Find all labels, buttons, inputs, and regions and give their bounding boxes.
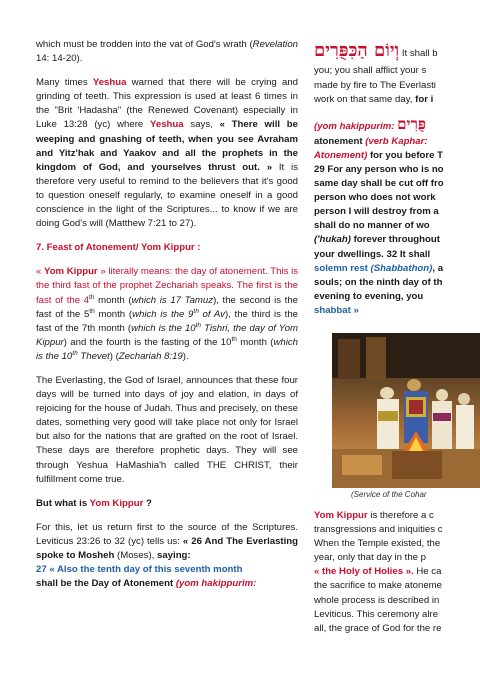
question-heading: But what is Yom Kippur ?: [36, 497, 152, 509]
right-line-14: your dwellings. 32 It shall: [314, 248, 431, 260]
yom-kippur-term: Yom Kippur: [314, 510, 368, 521]
right-line-18: shabbat »: [314, 304, 359, 316]
right-bottom-line-4: year, only that day in the p: [314, 552, 427, 564]
cohanim-service-illustration: [332, 333, 480, 488]
right-line-13: ('hukah) forever throughout: [314, 234, 440, 246]
right-bottom-line-3: When the Temple existed, the: [314, 538, 441, 550]
right-line-6: atonement (verb Kaphar:: [314, 135, 428, 147]
paragraph-wrath: which must be trodden into the vat of God's wrath (Revelation 14: 14-20).: [36, 39, 298, 65]
right-line-2: you; you shall afflict your s: [314, 65, 427, 77]
right-line-1: וְיוֹם הַכִּפֻּרִים It shall b: [314, 40, 438, 61]
right-bottom-line-7: whole process is described in: [314, 594, 440, 606]
hebrew-kippurim: פֻּרִים: [397, 114, 426, 133]
right-bottom-text: [314, 509, 480, 636]
right-line-3: made by fire to The Everlasti: [314, 79, 436, 91]
right-line-17: evening to evening, you: [314, 290, 424, 302]
hebrew-yom-hakippurim: וְיוֹם הַכִּפֻּרִים: [314, 40, 400, 61]
right-line-11: person I will destroy from a: [314, 206, 439, 218]
right-line-5: (yom hakippurim: פֻּרִים: [314, 114, 426, 133]
right-line-4: work on that same day, for i: [314, 93, 434, 105]
paragraph-leviticus: For this, let us return first to the source of the Scriptures. Leviticus 23:26 to 32 (yc) tells us: « 26 And The Everlasting spoke to Mosheh (Moses), saying: 27 « Also the tenth day of this seventh month shall be the Day of Atonement (yom hakippurim:: [36, 521, 298, 590]
right-bottom-line-5: « the Holy of Holies ». He ca: [314, 566, 442, 578]
right-line-7: Atonement) for you before T: [314, 149, 443, 161]
illustration-caption: (Service of the Cohar: [351, 490, 427, 499]
right-line-10: person who does not work: [314, 192, 436, 204]
right-bottom-line-8: Leviticus. This ceremony alre: [314, 608, 439, 620]
right-bottom-line-6: the sacrifice to make atoneme: [314, 580, 442, 592]
yom-kippur-term: Yom Kippur: [44, 266, 98, 278]
section-heading: 7. Feast of Atonement/ Yom Kippur :: [36, 242, 201, 254]
right-line-15: solemn rest (Shabbathon), a: [314, 262, 444, 274]
luke-quote: « There will be weeping and gnashing of teeth, when you see Avraham and Yitz'hak and Yaakov and all the prophets in the kingdom of God, and yourselves thrust out. »: [36, 119, 298, 173]
right-bottom-line-2: transgressions and iniquities c: [314, 524, 443, 536]
paragraph-four-fasts: « Yom Kippur » literally means: the day of atonement. This is the third fast of the prophet Zechariah speaks. The first is the fast of the 4th month (which is 17 Tamuz), the second is the fast of the 5th month (which is the 9th of Av), the third is the fast of the 7th month (which is the 10th Tishri, the day of Yom Kippur) and the fourth is the fasting of the 10th month (which is the 10th Thevet) (Zechariah 8:19).: [36, 266, 299, 362]
paragraph-prophetic-days: The Everlasting, the God of Israel, announces that these four days will be turned into days of joy and elation, in days of rejoicing for the house of Judah. Thus and precisely, on these dates, something very good will take place not only for Israel but also for the nations that are grafted on the root of Israel. These days are therefore prophetic days. They will see through Yeshua HaMashia'h called THE CHRIST, their fulfillment come true.: [36, 374, 298, 485]
paragraph-weeping: Many times Yeshua warned that there will be crying and grinding of teeth. This expression is used at least 6 times in the "Brit 'Hadasha" (the Renewed Covenant) especially in Luke 13:28 (yc) where Yeshua says, « There will be weeping and gnashing of teeth, when you see Avraham and Yitz'hak and Yaakov and all the prophets in the kingdom of God, and yourselves thrust out. » It is therefore very useful to remind to the believers that it's good to question oneself regularly, to examine oneself in a good conscience in the light of the Scriptures... to know if we are doing God's will (Matthew 7:21 to 27).: [36, 77, 298, 230]
yeshua-name: Yeshua: [150, 119, 184, 131]
revelation-ref: Revelation: [252, 39, 298, 50]
right-bottom-line-1: Yom Kippur is therefore a c: [314, 510, 434, 521]
right-line-16: souls; on the ninth day of th: [314, 276, 443, 288]
right-bottom-line-9: all, the grace of God for the re: [314, 622, 442, 634]
right-line-8: 29 For any person who is no: [314, 163, 444, 175]
right-line-12: shall do no manner of wo: [314, 220, 430, 232]
yeshua-name: Yeshua: [92, 77, 127, 89]
left-column: [36, 38, 298, 601]
right-column: [314, 38, 480, 318]
temple-painting: [332, 333, 480, 488]
right-line-9: same day shall be cut off fro: [314, 178, 444, 190]
